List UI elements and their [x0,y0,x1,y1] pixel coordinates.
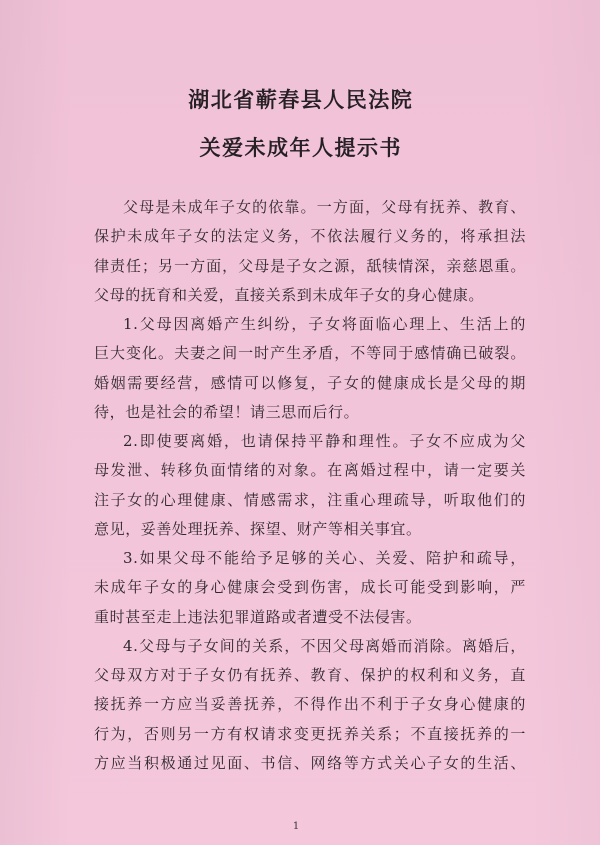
text-line: 1.父母因离婚产生纠纷，子女将面临心理上、生活上的 [123,315,526,333]
text-line: 接抚养一方应当妥善抚养，不得作出不利于子女身心健康的 [94,695,526,714]
document-title: 湖北省蕲春县人民法院 [188,87,414,112]
paragraph-item-4 [94,632,526,778]
text-line: 行为，否则另一方有权请求变更抚养关系；不直接抚养的一 [94,724,526,743]
text-line: 婚姻需要经营，感情可以修复，子女的健康成长是父母的期 [94,373,526,392]
paragraph-item-1 [94,310,526,427]
text-line: 父母是未成年子女的依靠。一方面，父母有抚养、教育、 [123,198,526,216]
text-line: 母发泄、转移负面情绪的对象。在离婚过程中，请一定要关 [94,461,526,480]
text-line: 4.父母与子女间的关系，不因父母离婚而消除。离婚后， [123,636,526,655]
text-line: 重时甚至走上违法犯罪道路或者遭受不法侵害。 [94,607,422,626]
page-number: 1 [292,821,300,832]
text-line: 律责任；另一方面，父母是子女之源，舐犊情深，亲慈恩重。 [94,256,526,275]
text-line: 意见，妥善处理抚养、探望、财产等相关事宜。 [94,519,422,538]
text-line: 父母双方对于子女仍有抚养、教育、保护的权利和义务，直 [94,666,526,684]
text-line: 待，也是社会的希望！请三思而后行。 [94,402,360,421]
text-line: 保护未成年子女的法定义务，不依法履行义务的，将承担法 [94,227,526,246]
document-body [94,193,526,778]
paragraph-item-3 [94,544,526,632]
text-line: 注子女的心理健康、情感需求，注重心理疏导，听取他们的 [94,490,526,509]
paragraph-item-2 [94,427,526,544]
document-subtitle: 关爱未成年人提示书 [199,135,402,160]
text-line: 巨大变化。夫妻之间一时产生矛盾，不等同于感情确已破裂。 [94,344,526,363]
text-line: 2.即使要离婚，也请保持平静和理性。子女不应成为父 [123,432,526,450]
text-line: 父母的抚育和关爱，直接关系到未成年子女的身心健康。 [94,285,485,304]
text-line: 未成年子女的身心健康会受到伤害，成长可能受到影响，严 [94,578,526,597]
text-line: 方应当积极通过见面、书信、网络等方式关心子女的生活、 [94,753,526,772]
paragraph-intro [94,193,526,310]
text-line: 3.如果父母不能给予足够的关心、关爱、陪护和疏导， [123,549,526,567]
